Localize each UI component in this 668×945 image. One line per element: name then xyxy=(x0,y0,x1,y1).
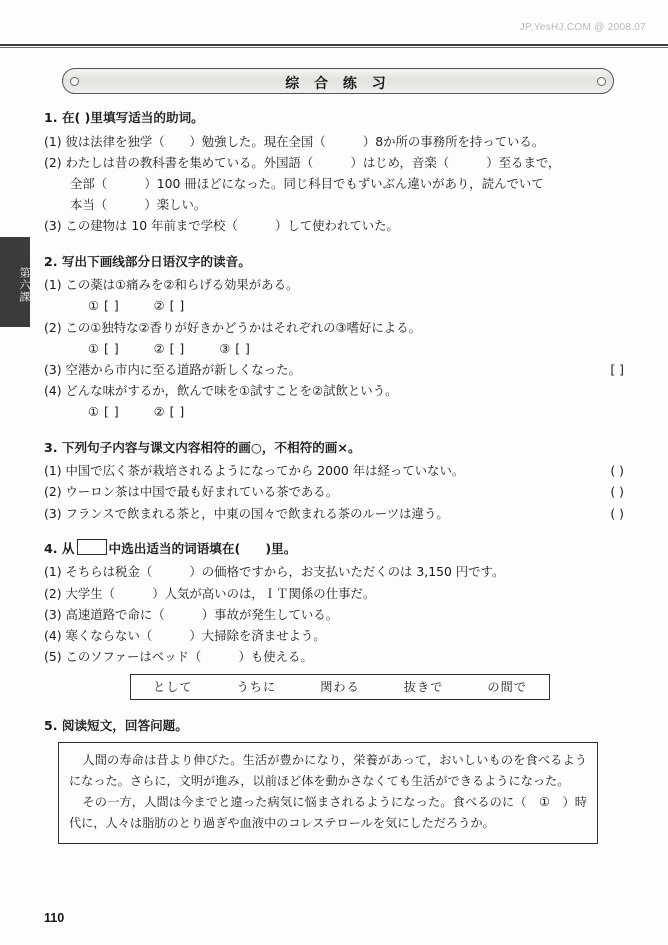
passage-paragraph: 人間の寿命は昔より伸びた。生活が豊かになり，栄養があって，おいしいものを食べるようになった。さらに，文明が進み，以前ほど体を動かさなくても生活ができるようになった。 xyxy=(69,752,587,788)
exercise-3-item xyxy=(44,482,624,501)
empty-box-icon xyxy=(77,539,107,555)
exercise-4-item: (1) そちらは税金（ ）の価格ですから，お支払いただくのは 3,150 円です。 xyxy=(44,564,505,580)
exercise-4-heading-prefix: 4. 从 xyxy=(44,540,75,556)
exercise-4-item: (5) このソファーはベッド（ ）も使える。 xyxy=(44,649,313,665)
exercise-1-item: 本当（ ）楽しい。 xyxy=(70,197,207,213)
answer-slot[interactable]: ① [ ] xyxy=(88,404,120,420)
exercise-1-item: 全部（ ）100 冊ほどになった。同じ科目でもずいぶん違いがあり，読んでいて xyxy=(70,175,544,191)
word-bank-box xyxy=(130,674,550,700)
exercise-2-answer-row xyxy=(44,402,624,421)
exercise-4-item: (3) 高速道路で命に（ ）事故が発生している。 xyxy=(44,606,339,622)
answer-slot[interactable]: ② [ ] xyxy=(153,404,185,420)
exercise-3-item-text: (2) ウーロン茶は中国で最も好まれている茶である。 xyxy=(44,484,339,500)
exercise-4-item: (2) 大学生（ ）人気が高いのは，ＩＴ関係の仕事だ。 xyxy=(44,585,376,601)
passage-paragraph: その一方，人間は今までと違った病気に悩まされるようになった。食べるのに（ ① ）時代に，人々は脂肪のとり過ぎや血液中のコレステロールを気にしただろうか。 xyxy=(69,794,587,830)
exercise-3-item-text: (3) フランスで飲まれる茶と，中東の国々で飲まれる茶のルーツは違う。 xyxy=(44,505,449,521)
judgement-answer-slot[interactable]: ( ) xyxy=(610,463,624,479)
exercise-2-item: (1) この薬は①痛みを②和らげる効果がある。 xyxy=(44,277,299,293)
exercise-3-item xyxy=(44,461,624,480)
answer-slot[interactable]: ③ [ ] xyxy=(219,340,251,356)
word-bank-option[interactable]: 抜きで xyxy=(403,679,444,694)
answer-slot[interactable]: ② [ ] xyxy=(153,298,185,314)
watermark-text: JP.YesHJ.COM @ 2008.07 xyxy=(519,22,646,33)
word-bank-option[interactable]: うちに xyxy=(236,679,277,694)
page-number: 110 xyxy=(44,911,65,925)
answer-slot[interactable]: ① [ ] xyxy=(88,298,120,314)
exercise-3-item xyxy=(44,504,624,523)
exercise-2-item: (4) どんな味がするか，飲んで味を①試すことを②試飲という。 xyxy=(44,383,398,399)
exercise-1-item: (3) この建物は 10 年前まで学校（ ）して使われていた。 xyxy=(44,218,399,234)
exercise-1-item: (1) 彼は法律を独学（ ）勉強した。現在全国（ ）8か所の事務所を持っている。 xyxy=(44,133,545,149)
exercise-2-item-text: (3) 空港から市内に至る道路が新しくなった。 xyxy=(44,362,301,377)
judgement-answer-slot[interactable]: ( ) xyxy=(610,484,624,500)
exercise-1-heading: 1. 在( )里填写适当的助词。 xyxy=(44,110,204,125)
answer-slot[interactable]: ① [ ] xyxy=(88,340,120,356)
exercise-2-heading: 2. 写出下画线部分日语汉字的读音。 xyxy=(44,253,251,269)
exercise-2-answer-row xyxy=(44,296,624,315)
exercise-1-item: (2) わたしは昔の教科書を集めている。外国語（ ）はじめ，音楽（ ）至るまで， xyxy=(44,154,561,170)
word-bank-option[interactable]: の間で xyxy=(487,679,527,694)
judgement-answer-slot[interactable]: ( ) xyxy=(610,505,624,521)
header-rule-thick xyxy=(0,44,668,46)
answer-slot[interactable]: [ ] xyxy=(610,362,624,377)
reading-passage-box xyxy=(58,742,598,844)
word-bank-option[interactable]: 関わる xyxy=(320,679,360,694)
page-title: 综 合 练 习 xyxy=(285,76,391,92)
exercise-4-heading xyxy=(44,539,624,559)
answer-slot[interactable]: ② [ ] xyxy=(153,340,185,356)
section-title-banner xyxy=(62,68,614,94)
exercise-2-item xyxy=(44,360,624,379)
exercise-2-item: (2) この①独特な②香りが好きかどうかはそれぞれの③嗜好による。 xyxy=(44,319,421,335)
exercise-4-item: (4) 寒くならない（ ）大掃除を済ませよう。 xyxy=(44,628,326,643)
exercise-3-item-text: (1) 中国で広く茶が栽培されるようになってから 2000 年は経っていない。 xyxy=(44,463,465,479)
exercise-2-answer-row xyxy=(44,339,624,358)
exercise-3-heading: 3. 下列句子内容与课文内容相符的画○，不相符的画×。 xyxy=(44,439,361,455)
header-rule-thin xyxy=(0,47,668,48)
word-bank-option[interactable]: として xyxy=(153,679,193,694)
chapter-thumb-tab: 第六課 xyxy=(0,237,30,327)
exercise-content xyxy=(44,108,624,844)
exercise-4-heading-suffix: 中选出适当的词语填在( )里。 xyxy=(108,540,297,556)
exercise-5-heading: 5. 阅读短文，回答问题。 xyxy=(44,718,188,734)
